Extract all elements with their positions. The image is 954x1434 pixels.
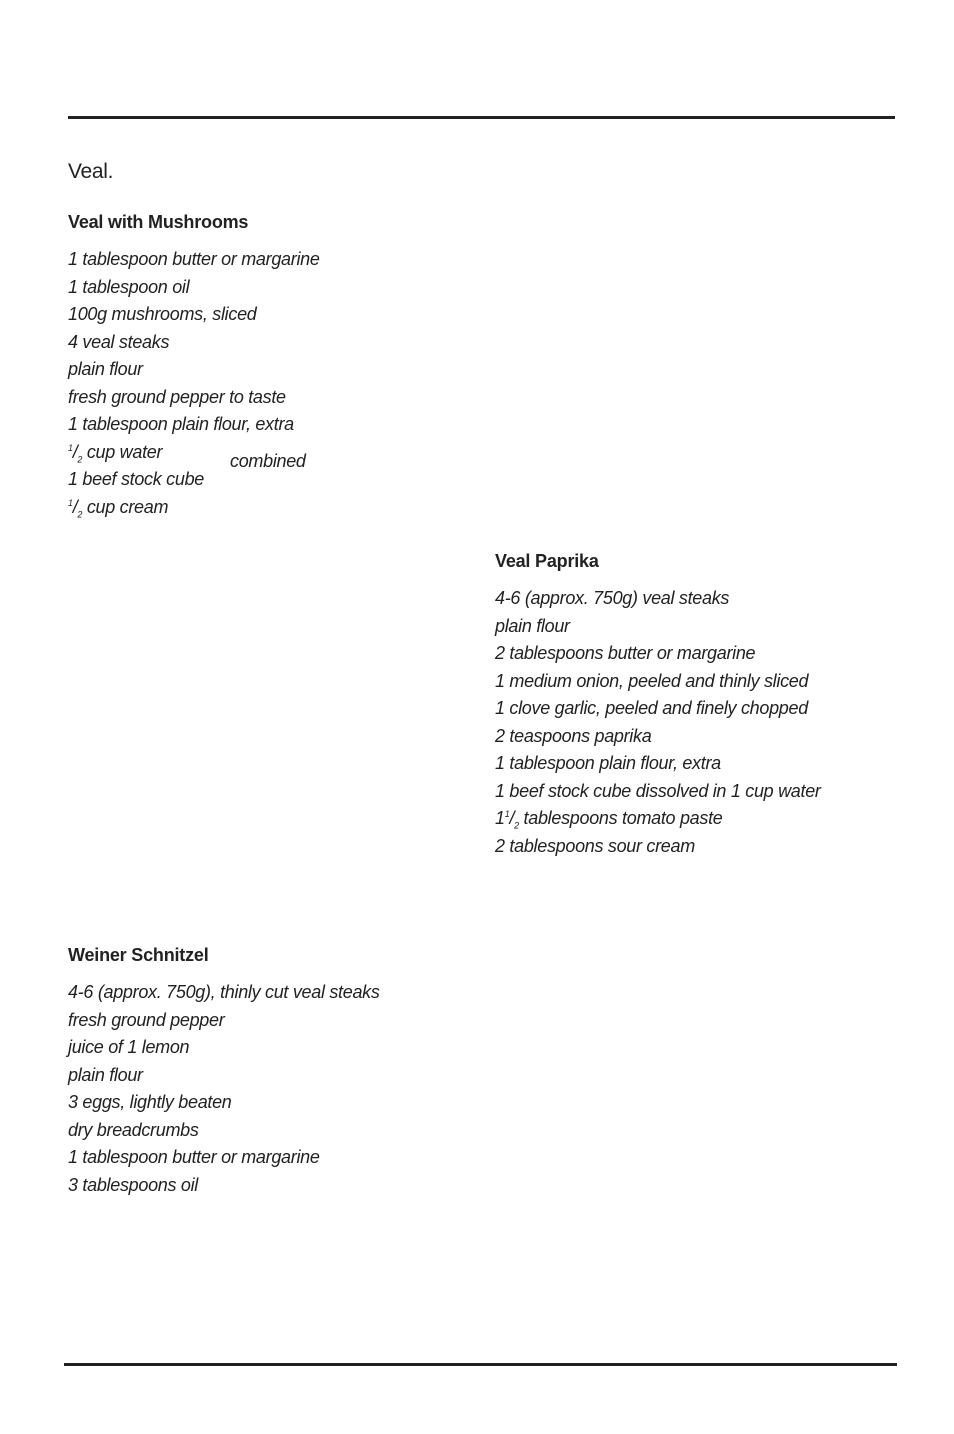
ingredient: 1 medium onion, peeled and thinly sliced (495, 670, 809, 691)
ingredient: 100g mushrooms, sliced (68, 304, 257, 324)
recipe-title: Veal with Mushrooms (68, 212, 249, 232)
ingredient: plain flour (495, 615, 570, 636)
ingredient-list (68, 246, 320, 521)
ingredient: 2 tablespoons butter or margarine (495, 643, 756, 663)
ingredient: 1 tablespoon oil (68, 276, 190, 297)
section-title: Veal. (68, 160, 114, 183)
ingredient: $^1/_2$ cup cream (68, 496, 169, 520)
ingredient: 1 tablespoon plain flour, extra (68, 414, 294, 434)
recipe-title: Weiner Schnitzel (68, 945, 209, 965)
ingredient: 4-6 (approx. 750g), thinly cut veal steaks (68, 982, 380, 1002)
bottom-divider (64, 1363, 897, 1366)
top-divider (68, 116, 895, 119)
ingredient: 3 tablespoons oil (68, 1174, 198, 1195)
recipe-title: Veal Paprika (495, 551, 599, 571)
ingredient: 2 tablespoons sour cream (495, 835, 695, 856)
ingredient: plain flour (68, 1064, 143, 1085)
recipe-veal-paprika (495, 549, 821, 860)
ingredient: fresh ground pepper to taste (68, 386, 286, 407)
ingredient: 1 tablespoon butter or margarine (68, 249, 320, 269)
ingredient: 1 beef stock cube (68, 469, 204, 489)
ingredient: 1 tablespoon plain flour, extra (495, 753, 721, 773)
ingredient: fresh ground pepper (68, 1009, 225, 1030)
ingredient: juice of 1 lemon (68, 1037, 190, 1057)
ingredient: plain flour (68, 359, 143, 379)
ingredient: 1 beef stock cube dissolved in 1 cup water (495, 780, 821, 801)
ingredient-list (495, 585, 821, 860)
ingredient: $^1/_2$ cup water (68, 441, 163, 465)
recipe-veal-with-mushrooms (68, 210, 320, 521)
ingredient: 4-6 (approx. 750g) veal steaks (495, 588, 730, 608)
ingredient: 1 clove garlic, peeled and finely chopped (495, 698, 808, 718)
ingredient: dry breadcrumbs (68, 1119, 199, 1140)
combined-note: combined (230, 451, 306, 471)
ingredient: 2 teaspoons paprika (495, 725, 652, 746)
recipe-weiner-schnitzel (68, 943, 380, 1199)
ingredient: $1^1/_2$ tablespoons tomato paste (495, 808, 723, 831)
ingredient: 1 tablespoon butter or margarine (68, 1147, 320, 1167)
ingredient: 3 eggs, lightly beaten (68, 1092, 232, 1112)
ingredient: 4 veal steaks (68, 331, 170, 352)
ingredient-list (68, 979, 380, 1199)
